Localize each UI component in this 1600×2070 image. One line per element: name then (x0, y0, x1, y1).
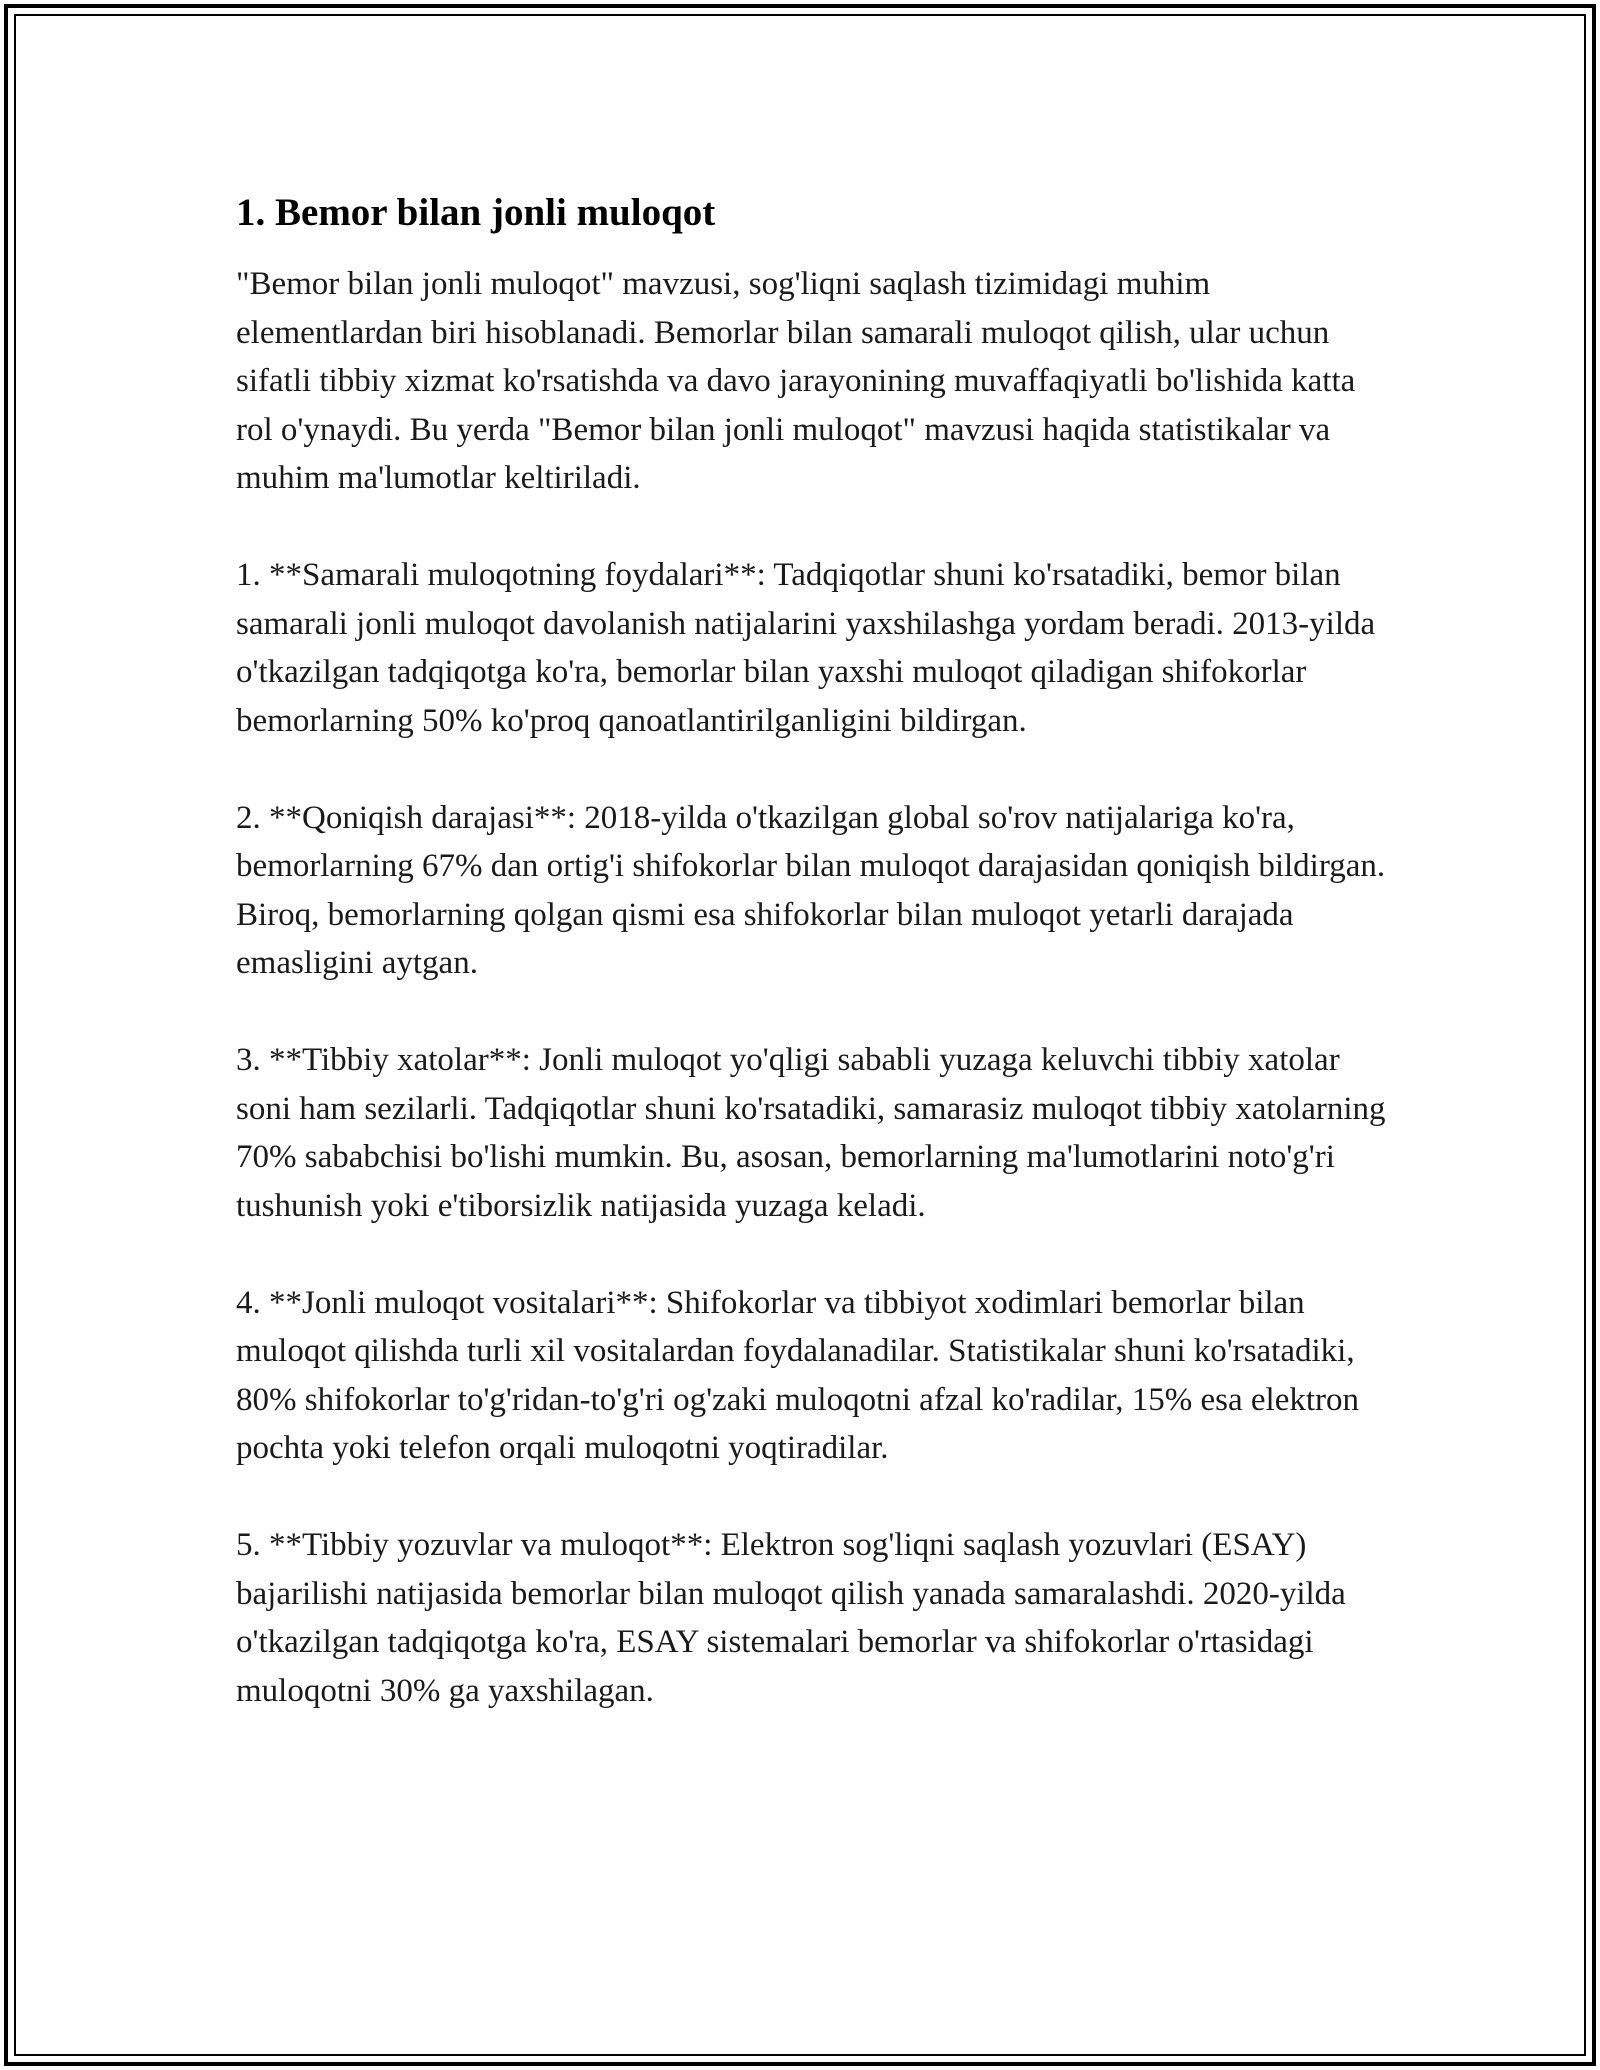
document-body (236, 186, 1386, 1764)
intro-paragraph: "Bemor bilan jonli muloqot" mavzusi, sog'liqni saqlash tizimidagi muhim elementlardan biri hisoblanadi. Bemorlar bilan samarali muloqot qilish, ular uchun sifatli tibbiy xizmat ko'rsatishda va davo jarayonining muvaffaqiyatli bo'lishida katta rol o'ynaydi. Bu yerda "Bemor bilan jonli muloqot" mavzusi haqida statistikalar va muhim ma'lumotlar keltiriladi. (236, 266, 1356, 496)
point-1-paragraph: 1. **Samarali muloqotning foydalari**: Tadqiqotlar shuni ko'rsatadiki, bemor bilan samarali jonli muloqot davolanish natijalarini yaxshilashga yordam beradi. 2013-yilda o'tkazilgan tadqiqotga ko'ra, bemorlar bilan yaxshi muloqot qiladigan shifokorlar bemorlarning 50% ko'proq qanoatlantirilganligini bildirgan. (236, 557, 1376, 739)
point-4-paragraph: 4. **Jonli muloqot vositalari**: Shifokorlar va tibbiyot xodimlari bemorlar bilan muloqot qilishda turli xil vositalardan foydalanadilar. Statistikalar shuni ko'rsatadiki, 80% shifokorlar to'g'ridan-to'g'ri og'zaki muloqotni afzal ko'radilar, 15% esa elektron pochta yoki telefon orqali muloqotni yoqtiradilar. (236, 1284, 1360, 1466)
point-5-paragraph: 5. **Tibbiy yozuvlar va muloqot**: Elektron sog'liqni saqlash yozuvlari (ESAY) bajarilishi natijasida bemorlar bilan muloqot qilish yanada samaralashdi. 2020-yilda o'tkazilgan tadqiqotga ko'ra, ESAY sistemalari bemorlar va shifokorlar o'rtasidagi muloqotni 30% ga yaxshilagan. (236, 1527, 1346, 1709)
point-2-paragraph: 2. **Qoniqish darajasi**: 2018-yilda o'tkazilgan global so'rov natijalariga ko'ra, bemorlarning 67% dan ortig'i shifokorlar bilan muloqot darajasidan qoniqish bildirgan. Biroq, bemorlarning qolgan qismi esa shifokorlar bilan muloqot yetarli darajada emasligini aytgan. (236, 799, 1386, 981)
point-3-paragraph: 3. **Tibbiy xatolar**: Jonli muloqot yo'qligi sababli yuzaga keluvchi tibbiy xatolar soni ham sezilarli. Tadqiqotlar shuni ko'rsatadiki, samarasiz muloqot tibbiy xatolarning 70% sababchisi bo'lishi mumkin. Bu, asosan, bemorlarning ma'lumotlarini noto'g'ri tushunish yoki e'tiborsizlik natijasida yuzaga keladi. (236, 1042, 1386, 1224)
document-title: 1. Bemor bilan jonli muloqot (236, 191, 716, 234)
